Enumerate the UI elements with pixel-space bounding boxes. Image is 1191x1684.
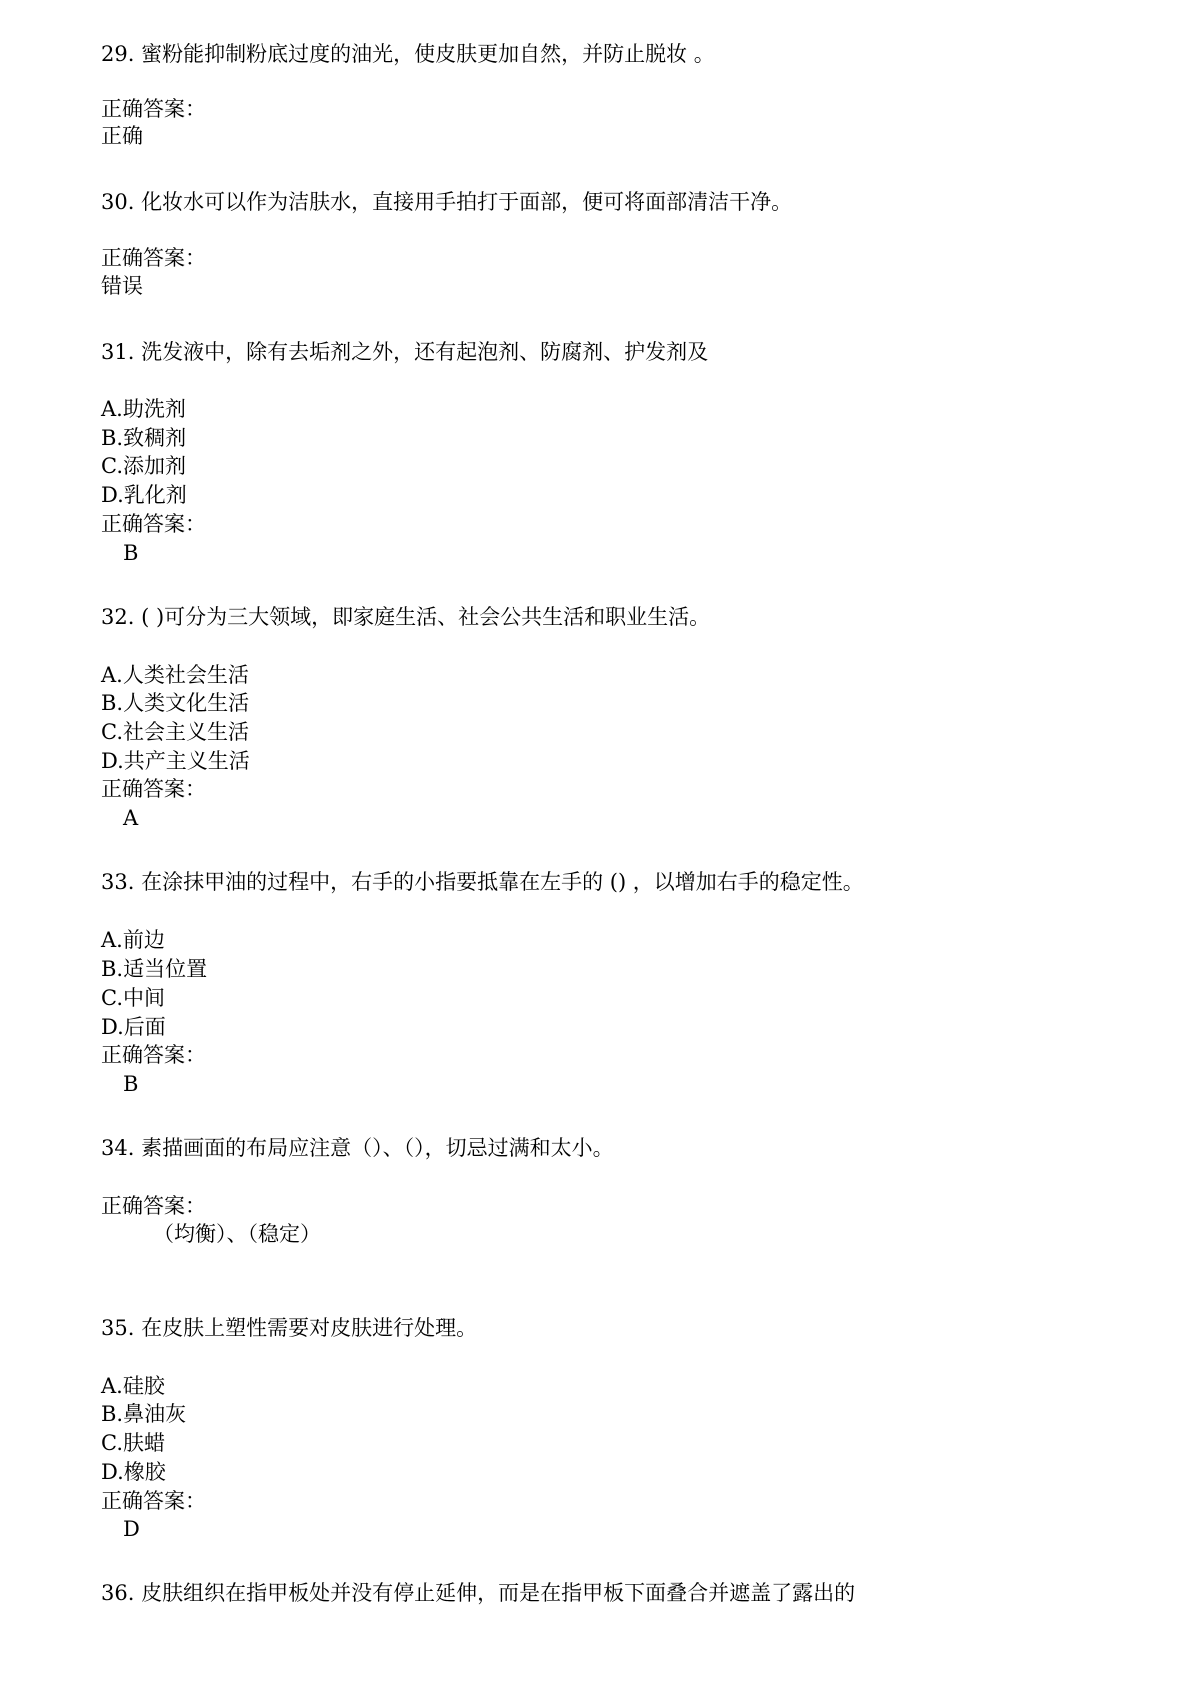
question-30-answer: 错误: [101, 274, 143, 298]
question-32-answer-label: 正确答案：: [101, 777, 206, 801]
question-35-stem: 35. 在皮肤上塑性需要对皮肤进行处理。: [101, 1316, 478, 1340]
question-32-answer: A: [123, 806, 139, 830]
question-35-option-a: A.硅胶: [101, 1374, 165, 1398]
question-32-option-b: B.人类文化生活: [101, 691, 250, 715]
question-33-option-c: C.中间: [101, 986, 165, 1010]
question-33-answer-label: 正确答案：: [101, 1043, 206, 1067]
question-30-stem: 30. 化妆水可以作为洁肤水，直接用手拍打于面部，便可将面部清洁干净。: [101, 190, 793, 214]
question-31-answer-label: 正确答案：: [101, 512, 206, 536]
question-29-answer: 正确: [101, 124, 143, 148]
question-34-answer: （均衡）、（稳定）: [153, 1222, 321, 1246]
question-36-stem: 36. 皮肤组织在指甲板处并没有停止延伸，而是在指甲板下面叠合并遮盖了露出的: [101, 1581, 856, 1605]
question-30-answer-label: 正确答案：: [101, 246, 206, 270]
question-32-option-c: C.社会主义生活: [101, 720, 249, 744]
question-35-answer: D: [123, 1517, 140, 1541]
question-35-option-c: C.肤蜡: [101, 1431, 165, 1455]
question-35-option-b: B.鼻油灰: [101, 1402, 187, 1426]
question-33-option-a: A.前边: [101, 928, 165, 952]
question-29-answer-label: 正确答案：: [101, 97, 206, 121]
question-31-option-a: A.助洗剂: [101, 397, 186, 421]
question-33-option-b: B.适当位置: [101, 957, 208, 981]
question-32-option-a: A.人类社会生活: [101, 663, 249, 687]
question-31-stem: 31. 洗发液中，除有去垢剂之外，还有起泡剂、防腐剂、护发剂及: [101, 340, 709, 364]
question-33-answer: B: [123, 1072, 139, 1096]
question-32-option-d: D.共产主义生活: [101, 749, 250, 773]
question-29-stem: 29. 蜜粉能抑制粉底过度的油光，使皮肤更加自然，并防止脱妆 。: [101, 42, 715, 66]
question-35-option-d: D.橡胶: [101, 1460, 166, 1484]
question-31-answer: B: [123, 541, 139, 565]
question-31-option-d: D.乳化剂: [101, 483, 187, 507]
question-33-stem: 33. 在涂抹甲油的过程中，右手的小指要抵靠在左手的 () ，以增加右手的稳定性。: [101, 870, 864, 894]
question-34-stem: 34. 素描画面的布局应注意（）、（），切忌过满和太小。: [101, 1136, 614, 1160]
question-35-answer-label: 正确答案：: [101, 1489, 206, 1513]
question-33-option-d: D.后面: [101, 1015, 166, 1039]
question-34-answer-label: 正确答案：: [101, 1194, 206, 1218]
question-31-option-b: B.致稠剂: [101, 426, 187, 450]
question-32-stem: 32. ( )可分为三大领域，即家庭生活、社会公共生活和职业生活。: [101, 605, 711, 629]
question-31-option-c: C.添加剂: [101, 454, 186, 478]
